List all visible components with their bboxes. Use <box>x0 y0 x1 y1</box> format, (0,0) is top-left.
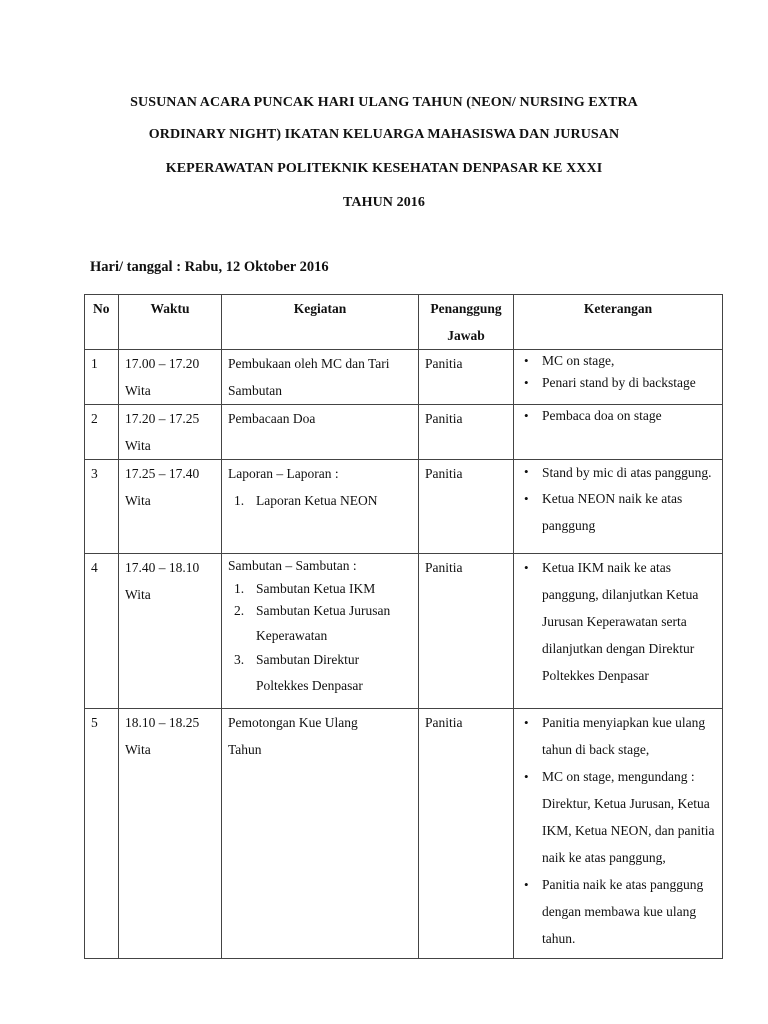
cell-keterangan <box>514 554 723 709</box>
kegiatan-text: Pemotongan Kue Ulang <box>228 715 358 730</box>
bullet-item: • MC on stage, mengundang : Direktur, Ketua Jurusan, Ketua IKM, Ketua NEON, dan panitia naik ke atas panggung, <box>520 763 716 871</box>
waktu-range: 17.00 – 17.20 <box>125 356 200 371</box>
numbered-item: 3. Sambutan Direktur <box>234 652 360 667</box>
kegiatan-text: Pembukaan oleh MC dan Tari <box>228 356 390 371</box>
cell-no: 4 <box>85 554 119 709</box>
title-line-4: TAHUN 2016 <box>342 195 426 210</box>
numbered-item: 1. Laporan Ketua NEON <box>234 493 378 508</box>
cell-keterangan <box>514 709 723 959</box>
table-row <box>85 405 723 460</box>
header-waktu: Waktu <box>119 295 222 350</box>
numbered-item-continued: Keperawatan <box>256 628 328 643</box>
cell-waktu <box>119 460 222 554</box>
cell-penanggung-jawab: Panitia <box>419 709 514 959</box>
cell-no: 3 <box>85 460 119 554</box>
cell-waktu <box>119 350 222 405</box>
bullet-item: • MC on stage, <box>520 350 716 372</box>
bullet-item: • Stand by mic di atas panggung. <box>520 460 716 485</box>
schedule-table <box>84 294 723 959</box>
table-header-row <box>85 295 723 350</box>
header-kegiatan: Kegiatan <box>222 295 419 350</box>
waktu-range: 18.10 – 18.25 <box>125 715 200 730</box>
cell-keterangan <box>514 350 723 405</box>
waktu-range: 17.20 – 17.25 <box>125 411 200 426</box>
waktu-zone: Wita <box>125 493 151 508</box>
cell-waktu <box>119 554 222 709</box>
waktu-zone: Wita <box>125 383 151 398</box>
date-line: Hari/ tanggal : Rabu, 12 Oktober 2016 <box>90 259 329 275</box>
bullet-item: • Panitia menyiapkan kue ulang tahun di back stage, <box>520 709 716 763</box>
title-line-2: ORDINARY NIGHT) IKATAN KELUARGA MAHASISWA DAN JURUSAN <box>148 127 620 142</box>
title-line-1: SUSUNAN ACARA PUNCAK HARI ULANG TAHUN (NEON/ NURSING EXTRA <box>130 95 638 110</box>
waktu-zone: Wita <box>125 742 151 757</box>
header-no: No <box>85 295 119 350</box>
bullet-item: • Panitia naik ke atas panggung dengan membawa kue ulang tahun. <box>520 871 716 952</box>
waktu-range: 17.40 – 18.10 <box>125 560 200 575</box>
kegiatan-text: Laporan – Laporan : <box>228 466 339 481</box>
table-row <box>85 709 723 959</box>
cell-no: 2 <box>85 405 119 460</box>
header-penanggung-line2: Jawab <box>447 328 485 343</box>
cell-keterangan <box>514 405 723 460</box>
kegiatan-text: Tahun <box>228 742 262 757</box>
title-line-3: KEPERAWATAN POLITEKNIK KESEHATAN DENPASAR KE XXXI <box>165 161 603 176</box>
table-row <box>85 350 723 405</box>
numbered-item-continued: Poltekkes Denpasar <box>256 678 363 693</box>
cell-waktu <box>119 709 222 959</box>
numbered-item: 1. Sambutan Ketua IKM <box>234 581 376 596</box>
cell-kegiatan <box>222 709 419 959</box>
bullet-item: • Penari stand by di backstage <box>520 372 716 394</box>
waktu-zone: Wita <box>125 438 151 453</box>
cell-no: 1 <box>85 350 119 405</box>
bullet-item: • Pembaca doa on stage <box>520 405 716 427</box>
header-penanggung-line1: Penanggung <box>430 301 502 316</box>
kegiatan-text: Sambutan – Sambutan : <box>228 558 357 573</box>
bullet-item: • Ketua IKM naik ke atas panggung, dilanjutkan Ketua Jurusan Keperawatan serta dilanjutkan dengan Direktur Poltekkes Denpasar <box>520 554 716 689</box>
cell-no: 5 <box>85 709 119 959</box>
cell-waktu <box>119 405 222 460</box>
table-row <box>85 554 723 709</box>
cell-penanggung-jawab: Panitia <box>419 405 514 460</box>
cell-kegiatan: Pembacaan Doa <box>222 405 419 460</box>
table-row <box>85 460 723 554</box>
cell-kegiatan <box>222 460 419 554</box>
cell-penanggung-jawab: Panitia <box>419 460 514 554</box>
cell-penanggung-jawab: Panitia <box>419 350 514 405</box>
header-penanggung-jawab <box>419 295 514 350</box>
cell-kegiatan <box>222 350 419 405</box>
numbered-item: 2. Sambutan Ketua Jurusan <box>234 603 391 618</box>
waktu-zone: Wita <box>125 587 151 602</box>
cell-penanggung-jawab: Panitia <box>419 554 514 709</box>
cell-keterangan <box>514 460 723 554</box>
kegiatan-text: Sambutan <box>228 383 282 398</box>
waktu-range: 17.25 – 17.40 <box>125 466 200 481</box>
cell-kegiatan <box>222 554 419 709</box>
header-keterangan: Keterangan <box>514 295 723 350</box>
bullet-item: • Ketua NEON naik ke atas panggung <box>520 485 716 539</box>
